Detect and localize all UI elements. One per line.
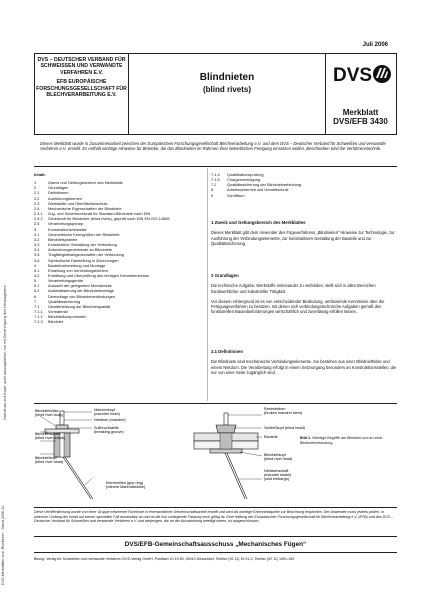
toc-item-number: 3.1 bbox=[34, 231, 40, 237]
toc-item-title: Qualitätssicherung bbox=[48, 298, 81, 304]
toc-item-title: Automatisierung der Blindnietmontage bbox=[48, 288, 114, 294]
label-blind-head: Schließkopf (blind head) bbox=[264, 426, 305, 430]
toc-item-number: 3 bbox=[34, 226, 37, 232]
section-2-1-heading: 2.1 Definitionen bbox=[211, 349, 243, 354]
divider-bezug bbox=[34, 552, 397, 553]
section-1 bbox=[211, 220, 397, 251]
label-rivet-body-en: (blind rivet body) bbox=[35, 413, 64, 417]
toc-item-title: Qualitätssicherung der Blindnietverbindung bbox=[227, 182, 302, 188]
toc-item-number: 6 bbox=[34, 293, 37, 299]
label-set-head-en: (blind rivet head) bbox=[264, 457, 293, 461]
logo-block bbox=[325, 54, 396, 134]
toc-item-title: Gewährleistung der Blindnietqualität bbox=[48, 303, 111, 309]
set-rivet-drawing bbox=[194, 413, 258, 499]
toc-item-title: Mechanische Eigenschaften der Blindniete bbox=[48, 205, 122, 211]
logo-text: DVS bbox=[333, 65, 373, 86]
label-grip-ring: Klemmrillen (grip ring) bbox=[106, 481, 144, 485]
toc-item bbox=[211, 193, 397, 198]
section-2-heading: 2 Grundlagen bbox=[211, 273, 239, 278]
document-header bbox=[34, 53, 397, 135]
toc-item-number: 2 bbox=[34, 185, 37, 191]
intro-paragraph: Dieses Merkblatt wurde in Zusammenarbeit zwischen der Europäischen Forschungsgesellschaft Blechverarbeitung e.V. und dem DVS – Deutscher Verband für Schweißen und verwandte Verfahren e.V. erstellt. Es enthält wichtige Hinweise für Betriebe, die das Blindnieten im Rahmen ihrer betrieblichen Fertigung einsetzen wollen. Beschrieben wird die Verfahrenstechnik. bbox=[40, 141, 386, 152]
toc-item-number: 2.3 bbox=[34, 200, 40, 206]
column-divider bbox=[207, 168, 208, 401]
toc-item-number: 2.1 bbox=[34, 190, 40, 196]
section-2-p1: Die technische Aufgabe, Werkstoffe miteinander zu verbinden, stellt sich in allen Bereichen handwerklicher und industrieller Tätigkeit. bbox=[211, 283, 376, 294]
section-2-p2: Vor diesem Hintergrund ist es von entscheidender Bedeutung, umfassende Kenntnisse über die Fertigungsverfahren zu besitzen, mit denen sich verbindungstechnische Aufgaben gemäß den funktionellen Bauteilanforderungen wirtschaftlich und zuverlässig erfüllen lassen. bbox=[211, 298, 385, 315]
toc-item-title: Blindnietkomponenten bbox=[48, 314, 87, 320]
toc-item-number: 7.1.3 bbox=[34, 319, 43, 325]
toc-item-title: Anforderungsmerkmale an Blindniete bbox=[48, 247, 113, 253]
label-breaking-groove: Sollbruchstelle bbox=[94, 426, 119, 430]
label-rivet-head-en: (blind rivet head) bbox=[35, 460, 64, 464]
label-rivet-body: Blindniethülse bbox=[35, 409, 59, 413]
committee: DVS/EFB-Gemeinschaftsausschuss „Mechanisches Fügen“ bbox=[124, 541, 307, 548]
table-of-contents-continued bbox=[211, 172, 397, 198]
side-copyright: Nachdruck und Kopie, auch auszugsweise, nur mit Genehmigung des Herausgebers bbox=[3, 285, 7, 420]
toc-item-title: Verarbeitungsgeräte bbox=[48, 278, 84, 284]
section-2-1-text: Die Blindniete sind mechanische Verbindungselemente. Sie bestehen aus einer Blindniethülse und einem Nietdorn. Die Verarbeitung erfolgt in einem Setzvorgang besonders an Konstruktionsstellen, die nur von einer Seite zugänglich sind. bbox=[211, 359, 397, 375]
toc-item-number: 7.1.2 bbox=[34, 314, 43, 320]
label-wild-embargo: (wild embargo) bbox=[264, 477, 290, 481]
divider-committee bbox=[34, 536, 397, 537]
document-title: Blindnieten bbox=[199, 72, 255, 83]
label-mandrel: Nietdorn (mandrel) bbox=[94, 418, 126, 422]
toc-item-title: Vormaterial bbox=[48, 309, 68, 315]
toc-item-title: Chargenverfolgung bbox=[227, 177, 261, 183]
dvs-logo bbox=[333, 60, 393, 88]
toc-item-number: 3.5 bbox=[34, 252, 40, 258]
toc-item-title: Ausführungsformen bbox=[48, 195, 82, 201]
label-breaking-groove-en: (breaking groove) bbox=[94, 430, 124, 434]
toc-item-title: Qualifikationsprüfung bbox=[227, 172, 264, 177]
merkblatt-label bbox=[325, 108, 396, 126]
section-1-text: Dieses Merkblatt gibt dem Anwender des Fügeverfahrens „Blindnieten“ Hinweise zur Technologie, zur Ausführung der Verbindungselemente, zur konstruktiven Gestaltung der Bauteile und zur Qualitätssicherung. bbox=[211, 230, 395, 246]
toc-item-number: 2.4 bbox=[34, 205, 40, 211]
toc-item-title: Zug- und Scherbruchkraft für Standard-Blindniete nach DIN bbox=[48, 211, 151, 217]
toc-item-title: Bauteilvorbereitung und Montage bbox=[48, 262, 106, 268]
toc-item-title: Blindniet bbox=[48, 319, 63, 325]
toc-item-title: Definitionen bbox=[48, 190, 69, 196]
section-2-1 bbox=[211, 349, 397, 380]
toc-item-number: 7.2 bbox=[211, 182, 217, 188]
toc-item-title: Konstruktive Gestaltung der Verbindung bbox=[48, 242, 117, 248]
toc-item-number: 3.6 bbox=[34, 257, 40, 263]
document-subtitle: (blind rivets) bbox=[202, 85, 251, 94]
toc-item-number: 4.1 bbox=[34, 267, 40, 273]
toc-item-number: 2.5 bbox=[34, 221, 40, 227]
toc-item-title: Werkstoffe und Oberflächenschutz bbox=[48, 200, 108, 206]
figure-caption bbox=[300, 436, 400, 445]
toc-item-number: 7 bbox=[34, 298, 37, 304]
figure-caption-number: Bild 1. bbox=[300, 436, 312, 440]
toc-item-number: 4 bbox=[34, 262, 37, 268]
publisher-block bbox=[35, 54, 129, 134]
label-broken-stem-en: (broken mandrel stem) bbox=[264, 411, 303, 415]
toc-item-number: 1 bbox=[34, 180, 37, 186]
label-components: Bauteile bbox=[264, 435, 278, 439]
disclaimer: Diese Veröffentlichung wurde von einer Gruppe erfahrener Fachleute in ehrenamtlicher Gemeinschaftsarbeit erstellt und wird als wichtige Erkenntnisquelle zur Beachtung empfohlen. Der Anwender muss jeweils prüfen, in welchem Umfang der Inhalt auf seinen speziellen Fall anwendbar ist und ob die ihm vorliegende Fassung noch gültig ist. Eine Haftung der Europäischen Forschungsgesellschaft für Blechverarbeitung e.V. (EFB) und des DVS – Deutscher Verband für Schweißen und verwandte Verfahren e.V. und derjenigen, die an der Ausarbeitung beteiligt waren, ist ausgeschlossen. bbox=[34, 510, 393, 524]
toc-item-number: 2.2 bbox=[34, 195, 40, 201]
toc-item-number: 9 bbox=[211, 192, 214, 198]
toc-item-title: Verarbeitungsprinzip bbox=[48, 221, 84, 227]
label-mandrel-head-en: (mandrel head) bbox=[94, 412, 120, 416]
toc-item-title: Arbeitssicherheit und Umweltschutz bbox=[227, 187, 289, 193]
toc-item-title: Schrifttum bbox=[227, 192, 245, 198]
title-block bbox=[129, 54, 326, 134]
toc-item-title: Scherkraft für Blindniete (blind rivets), geprüft nach DIN EN ISO 14589 bbox=[48, 216, 170, 222]
toc-item-title: Blindnietsysteme bbox=[48, 236, 78, 242]
rivet-figure bbox=[34, 406, 397, 506]
toc-item-number: 3.2 bbox=[34, 236, 40, 242]
toc-item-number: 8 bbox=[211, 187, 214, 193]
label-mandrel-shank: Nietdornschaft bbox=[264, 469, 289, 473]
ordering-info: Bezug: Verlag für Schweißen und verwandte Verfahren DVS-Verlag GmbH, Postfach 10 19 65, 40010 Düsseldorf, Telefon (02 11) 15 91-0, Telefax (02 11) 1591-150 bbox=[34, 557, 295, 561]
toc-item-title: Erstellung von Verbindungslöchern bbox=[48, 267, 109, 273]
toc-item-number: 5.2 bbox=[34, 288, 40, 294]
section-1-heading: 1 Zweck und Geltungsbereich des Merkblattes bbox=[211, 220, 306, 225]
toc-item-title: Demontage von Blindnietverbindungen bbox=[48, 293, 116, 299]
toc-item-title: Tragfähigkeitseigenschaften der Verbindung bbox=[48, 252, 124, 258]
toc-item-number: 2.4.1 bbox=[34, 211, 43, 217]
label-rivet-shank: Blindnietschaft bbox=[35, 432, 60, 436]
toc-item-number: 3.4 bbox=[34, 247, 40, 253]
toc-heading: Inhalt: bbox=[34, 172, 46, 177]
toc-item-number: 7.1.1 bbox=[34, 309, 43, 315]
toc-item-title: Zweck und Geltungsbereich des Merkblatts bbox=[48, 180, 123, 186]
toc-item bbox=[34, 319, 204, 324]
toc-item-number: 5 bbox=[34, 278, 37, 284]
org-efb: EFB EUROPÄISCHE FORSCHUNGSGESELLSCHAFT FÜR BLECHVERARBEITUNG E.V. bbox=[36, 79, 127, 99]
merkblatt-word: Merkblatt bbox=[342, 108, 379, 117]
label-rivet-shank-en: (blind rivet shank) bbox=[35, 436, 65, 440]
label-mandrel-shank-en: (mandrel shank) bbox=[264, 473, 292, 477]
toc-item-number: 5.1 bbox=[34, 283, 40, 289]
toc-item-title: Geometrische Kenngrößen der Blindniete bbox=[48, 231, 120, 237]
toc-item-number: 2.4.2 bbox=[34, 216, 43, 222]
figure-caption-text: Wichtige Begriffe am Blindniet und an einer Blindnietverbindung. bbox=[300, 436, 383, 445]
toc-item-number: 4.2 bbox=[34, 272, 40, 278]
toc-item-title: Auswahl der geeigneten Mundstücke bbox=[48, 283, 112, 289]
side-margin-text bbox=[1, 180, 11, 585]
toc-item-title: Symbolische Darstellung in Zeichnungen bbox=[48, 257, 119, 263]
label-rivet-head: Blindnietkopf bbox=[35, 456, 57, 460]
toc-item-number: 7.1.4 bbox=[211, 172, 220, 177]
label-grip-ring-en: (nähere Materialstärke) bbox=[106, 485, 146, 489]
toc-item-title: Konstruktionshinweise bbox=[48, 226, 87, 232]
toc-item-number: 7.1.5 bbox=[211, 177, 220, 183]
org-dvs: DVS – DEUTSCHER VERBAND FÜR SCHWEISSEN UND VERWANDTE VERFAHREN E.V. bbox=[37, 57, 126, 76]
divider-footer bbox=[34, 507, 397, 508]
label-mandrel-head: Nietdornkopf bbox=[94, 408, 115, 412]
toc-item-title: Ermittlung und Überprüfung des richtigen Klemmbereiches bbox=[48, 272, 149, 278]
side-stand: DVS-Merkblätter und -Richtlinien - Stand 2006-12 bbox=[1, 505, 5, 585]
toc-item-number: 3.3 bbox=[34, 242, 40, 248]
toc-item-title: Grundlagen bbox=[48, 185, 69, 191]
divider-top bbox=[34, 166, 397, 167]
toc-item-number: 7.1 bbox=[34, 303, 40, 309]
merkblatt-number: DVS/EFB 3430 bbox=[333, 117, 388, 126]
table-of-contents bbox=[34, 172, 204, 325]
blind-rivet-drawing bbox=[45, 411, 93, 499]
label-set-head: Blindnietkopf bbox=[264, 453, 286, 457]
divider-figure bbox=[34, 403, 397, 404]
label-broken-stem: Restnietdorn bbox=[264, 407, 286, 411]
section-2 bbox=[211, 273, 397, 320]
issue-date: Juli 2006 bbox=[362, 42, 388, 48]
